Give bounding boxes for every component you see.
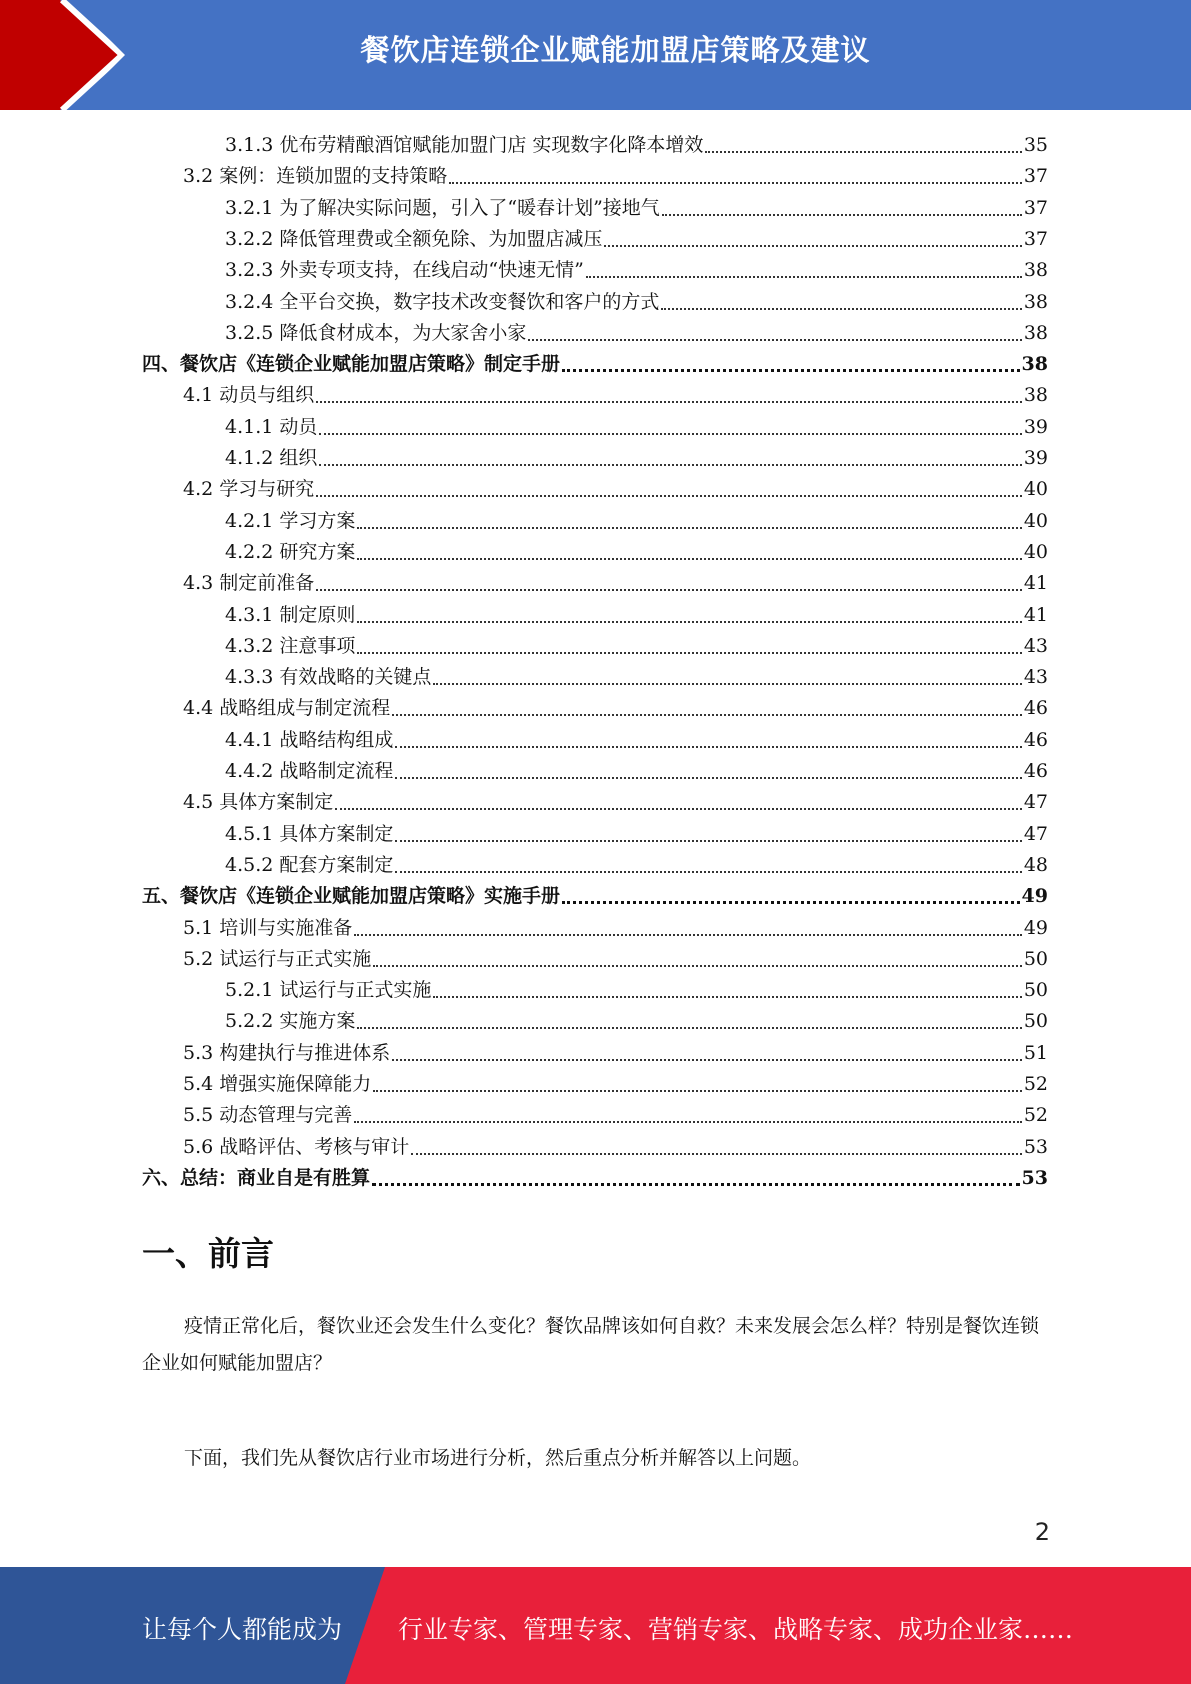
toc-entry-page: 43 — [1023, 666, 1048, 689]
toc-entry-label: 3.2.5 降低食材成本，为大家舍小家 — [225, 321, 527, 344]
toc-entry-page: 53 — [1023, 1135, 1048, 1158]
toc-entry-page: 48 — [1023, 853, 1048, 876]
toc-entry[interactable] — [183, 158, 1048, 189]
toc-entry[interactable] — [225, 847, 1048, 878]
toc-entry[interactable] — [183, 941, 1048, 972]
toc-leader-dots — [357, 526, 1021, 529]
toc-leader-dots — [357, 1026, 1021, 1029]
toc-entry[interactable] — [183, 1035, 1048, 1066]
toc-entry-page: 46 — [1023, 728, 1048, 751]
toc-entry-page: 37 — [1023, 227, 1048, 250]
toc-leader-dots — [433, 682, 1021, 685]
toc-entry[interactable] — [183, 565, 1048, 596]
toc-leader-dots — [604, 244, 1021, 247]
toc-entry[interactable] — [225, 221, 1048, 252]
toc-entry-page: 46 — [1023, 697, 1048, 720]
toc-leader-dots — [392, 713, 1022, 716]
toc-entry-page: 49 — [1021, 885, 1048, 908]
toc-entry-label: 4.4.2 战略制定流程 — [225, 760, 394, 782]
section-title: 一、前言 — [142, 1234, 274, 1273]
toc-leader-dots — [395, 745, 1021, 748]
toc-entry-page: 50 — [1023, 979, 1048, 1002]
toc-entry-page: 52 — [1023, 1104, 1048, 1127]
toc-entry-label: 4.4 战略组成与制定流程 — [183, 697, 391, 720]
toc-entry-page: 39 — [1023, 447, 1048, 469]
toc-entry-page: 51 — [1023, 1041, 1048, 1064]
toc-entry[interactable] — [225, 659, 1048, 690]
page-header — [0, 0, 1191, 110]
toc-leader-dots — [354, 1120, 1022, 1123]
toc-entry[interactable] — [225, 315, 1048, 346]
toc-entry[interactable] — [183, 1066, 1048, 1097]
toc-entry-label: 3.2.3 外卖专项支持，在线启动“快速无情” — [225, 259, 584, 282]
toc-entry-label: 5.1 培训与实施准备 — [183, 916, 353, 939]
toc-entry[interactable] — [183, 910, 1048, 941]
toc-entry[interactable] — [225, 753, 1048, 784]
toc-leader-dots — [357, 620, 1021, 623]
toc-entry[interactable] — [183, 377, 1048, 408]
toc-entry-page: 39 — [1023, 415, 1048, 438]
toc-leader-dots — [395, 839, 1021, 842]
toc-entry-label: 5.4 增强实施保障能力 — [183, 1073, 372, 1095]
header-title: 餐饮店连锁企业赋能加盟店策略及建议 — [360, 33, 871, 67]
toc-leader-dots — [354, 933, 1022, 936]
toc-entry-page: 37 — [1023, 165, 1048, 188]
toc-entry-page: 50 — [1023, 947, 1048, 970]
toc-entry[interactable] — [183, 784, 1048, 815]
toc-entry[interactable] — [142, 878, 1048, 909]
toc-entry[interactable] — [142, 346, 1048, 377]
toc-entry-label: 4.2.1 学习方案 — [225, 509, 356, 532]
toc-leader-dots — [395, 870, 1021, 873]
toc-entry[interactable] — [225, 1003, 1048, 1034]
toc-entry-label: 五、餐饮店《连锁企业赋能加盟店策略》实施手册 — [142, 885, 561, 908]
toc-entry[interactable] — [225, 597, 1048, 628]
toc-leader-dots — [335, 807, 1022, 810]
toc-leader-dots — [373, 964, 1022, 967]
toc-entry-label: 4.1 动员与组织 — [183, 384, 315, 407]
toc-entry-label: 4.2.2 研究方案 — [225, 540, 356, 563]
toc-entry-label: 3.2 案例：连锁加盟的支持策略 — [183, 165, 448, 188]
toc-entry-page: 38 — [1023, 259, 1048, 282]
toc-entry[interactable] — [183, 1129, 1048, 1160]
toc-leader-dots — [528, 338, 1021, 341]
toc-entry-page: 52 — [1023, 1073, 1048, 1095]
toc-entry-label: 5.3 构建执行与推进体系 — [183, 1041, 391, 1064]
toc-entry-label: 5.2.1 试运行与正式实施 — [225, 979, 432, 1002]
toc-entry-label: 4.3.3 有效战略的关键点 — [225, 666, 432, 689]
footer-slogan-left: 让每个人都能成为 — [142, 1615, 343, 1644]
toc-entry-label: 4.4.1 战略结构组成 — [225, 728, 394, 751]
toc-leader-dots — [449, 181, 1022, 184]
toc-entry-label: 四、餐饮店《连锁企业赋能加盟店策略》制定手册 — [142, 353, 561, 376]
toc-leader-dots — [316, 400, 1022, 403]
toc-entry[interactable] — [183, 1097, 1048, 1128]
toc-entry-page: 50 — [1023, 1010, 1048, 1033]
toc-entry[interactable] — [225, 284, 1048, 315]
toc-leader-dots — [661, 307, 1021, 310]
toc-leader-dots — [662, 213, 1022, 216]
toc-entry-label: 3.2.1 为了解决实际问题，引入了“暖春计划”接地气 — [225, 196, 660, 219]
toc-entry-label: 4.1.1 动员 — [225, 415, 318, 438]
toc-entry-label: 5.6 战略评估、考核与审计 — [183, 1135, 410, 1158]
toc-entry[interactable] — [142, 1160, 1048, 1191]
toc-entry-label: 3.2.2 降低管理费或全额免除、为加盟店减压 — [225, 227, 603, 250]
toc-entry-label: 4.3.1 制定原则 — [225, 603, 356, 626]
toc-entry-label: 4.2 学习与研究 — [183, 478, 315, 501]
toc-leader-dots — [433, 995, 1021, 998]
toc-entry-label: 3.1.3 优布劳精酿酒馆赋能加盟门店 实现数字化降本增效 — [225, 134, 704, 156]
toc-leader-dots — [319, 432, 1021, 435]
page-number: 2 — [1034, 1518, 1050, 1546]
toc-entry-page: 40 — [1023, 478, 1048, 501]
toc-entry[interactable] — [183, 690, 1048, 721]
toc-entry-label: 六、总结：商业自是有胜算 — [142, 1166, 371, 1189]
toc-entry[interactable] — [225, 816, 1048, 847]
toc-entry-page: 49 — [1023, 916, 1048, 939]
toc-entry-page: 38 — [1023, 290, 1048, 313]
footer-slogan-right: 行业专家、管理专家、营销专家、战略专家、成功企业家…… — [398, 1615, 1074, 1644]
toc-entry-page: 47 — [1023, 822, 1048, 845]
toc-entry[interactable] — [225, 127, 1048, 158]
toc-entry-label: 5.2 试运行与正式实施 — [183, 947, 372, 970]
toc-entry-label: 4.3.2 注意事项 — [225, 634, 356, 657]
toc-entry-label: 4.5.1 具体方案制定 — [225, 822, 394, 845]
toc-entry-label: 5.2.2 实施方案 — [225, 1010, 356, 1033]
toc-entry-label: 5.5 动态管理与完善 — [183, 1104, 353, 1127]
toc-entry-page: 35 — [1023, 134, 1048, 156]
toc-entry-page: 38 — [1021, 353, 1048, 376]
toc-entry-page: 37 — [1023, 196, 1048, 219]
toc-entry-label: 4.1.2 组织 — [225, 447, 318, 469]
toc-entry[interactable] — [225, 409, 1048, 440]
toc-leader-dots — [316, 494, 1022, 497]
toc-leader-dots — [357, 557, 1021, 560]
toc-entry-page: 40 — [1023, 540, 1048, 563]
toc-leader-dots — [357, 651, 1021, 654]
toc-entry-label: 4.3 制定前准备 — [183, 572, 315, 595]
toc-entry[interactable] — [225, 252, 1048, 283]
toc-entry[interactable] — [225, 503, 1048, 534]
toc-entry[interactable] — [183, 471, 1048, 502]
toc-entry-label: 4.5.2 配套方案制定 — [225, 853, 394, 876]
toc-entry[interactable] — [225, 628, 1048, 659]
toc-entry-page: 47 — [1023, 791, 1048, 814]
toc-leader-dots — [395, 776, 1021, 779]
toc-entry-label: 4.5 具体方案制定 — [183, 791, 334, 814]
toc-entry-page: 43 — [1023, 634, 1048, 657]
toc-leader-dots — [562, 900, 1020, 904]
toc-entry-page: 41 — [1023, 572, 1048, 595]
toc-leader-dots — [562, 368, 1020, 372]
toc-leader-dots — [319, 463, 1021, 466]
toc-entry-page: 53 — [1021, 1166, 1048, 1189]
toc-leader-dots — [373, 1089, 1022, 1092]
toc-entry-page: 46 — [1023, 760, 1048, 782]
toc-entry[interactable] — [225, 972, 1048, 1003]
toc-entry-page: 41 — [1023, 603, 1048, 626]
toc-entry-label: 3.2.4 全平台交换，数字技术改变餐饮和客户的方式 — [225, 290, 660, 313]
paragraph: 下面，我们先从餐饮店行业市场进行分析，然后重点分析并解答以上问题。 — [184, 1447, 812, 1469]
toc-entry[interactable] — [225, 534, 1048, 565]
toc-entry-page: 40 — [1023, 509, 1048, 532]
toc-leader-dots — [372, 1182, 1020, 1186]
toc-leader-dots — [586, 275, 1022, 278]
toc-leader-dots — [411, 1152, 1022, 1155]
toc-leader-dots — [392, 1058, 1022, 1061]
paragraph: 疫情正常化后，餐饮业还会发生什么变化？餐饮品牌该如何自救？未来发展会怎么样？特别是餐饮连锁企业如何赋能加盟店？ — [142, 1315, 1040, 1374]
toc-entry[interactable] — [225, 722, 1048, 753]
toc-entry[interactable] — [225, 440, 1048, 471]
toc-entry[interactable] — [225, 190, 1048, 221]
toc-entry-page: 38 — [1023, 321, 1048, 344]
toc-leader-dots — [316, 588, 1022, 591]
toc-entry-page: 38 — [1023, 384, 1048, 407]
toc-leader-dots — [705, 150, 1021, 153]
